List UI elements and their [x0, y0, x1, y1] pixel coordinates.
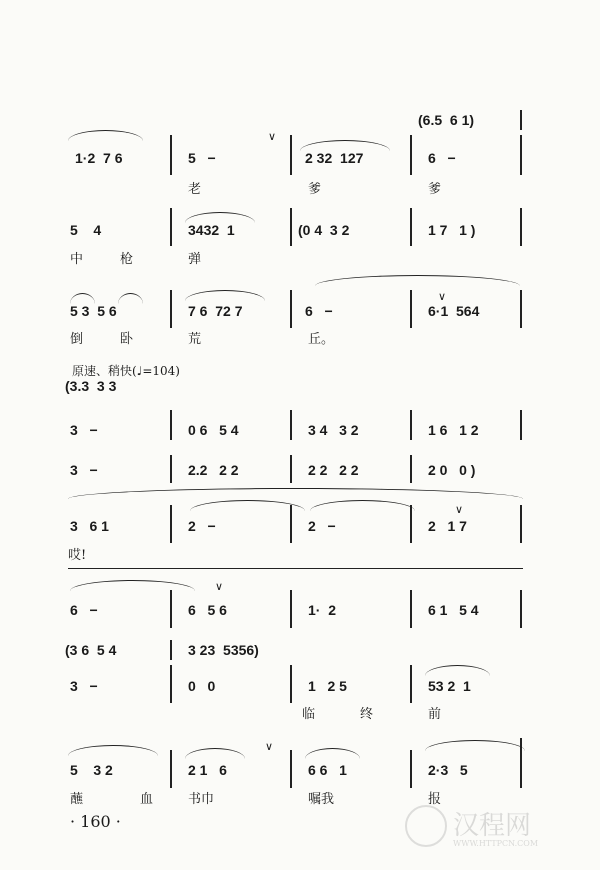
row1-m2: 5 − — [188, 150, 216, 166]
watermark-text: 汉程网 — [453, 811, 532, 841]
slur — [118, 293, 143, 304]
watermark-url: WWW.HTTPCN.COM — [453, 839, 539, 848]
barline — [290, 290, 292, 328]
row8-m3: 1 2 5 — [308, 678, 347, 694]
barline — [290, 135, 292, 175]
slur — [68, 745, 158, 756]
row3-m1: 5 3 5 6 — [70, 303, 117, 319]
barline — [170, 208, 172, 246]
breath-mark: ∨ — [215, 581, 224, 593]
slur — [305, 748, 360, 759]
barline — [520, 738, 522, 788]
row1-prefix: (6.5 6 1) — [418, 112, 475, 128]
row7-m1: 6 − — [70, 602, 98, 618]
lyric: 枪 — [120, 252, 134, 267]
row6-m2: 2 − — [188, 518, 216, 534]
slur — [185, 748, 245, 759]
barline — [170, 410, 172, 440]
row4-prefix: (3.3 3 3 — [65, 378, 117, 394]
row2-m1: 5 4 — [70, 222, 102, 238]
row6-m3: 2 − — [308, 518, 336, 534]
barline — [520, 208, 522, 246]
slur — [68, 488, 523, 499]
row2-m2: 3432 1 — [188, 222, 235, 238]
barline — [170, 505, 172, 543]
row1-m1: 1·2 7 6 — [75, 150, 123, 166]
lyric: 前 — [428, 707, 442, 722]
breath-mark: ∨ — [438, 291, 447, 303]
row9-m1: 5 3 2 — [70, 762, 113, 778]
lyric: 临 — [302, 707, 316, 722]
slur — [70, 580, 195, 591]
row8-m1: 3 − — [70, 678, 98, 694]
barline — [520, 110, 522, 130]
row2-m3: (0 4 3 2 — [298, 222, 350, 238]
slur — [190, 500, 305, 511]
lyric: 终 — [360, 707, 374, 722]
slur — [185, 290, 265, 301]
lyric: 血 — [140, 792, 154, 807]
row5-m2: 2.2 2 2 — [188, 462, 239, 478]
row4-m3: 3 4 3 2 — [308, 422, 359, 438]
barline — [290, 208, 292, 246]
barline — [410, 208, 412, 246]
row2-m4: 1 7 1 ) — [428, 222, 476, 238]
lyric: 中 — [70, 252, 84, 267]
row7-m2: 6 5 6 — [188, 602, 227, 618]
lyric: 嘱我 — [308, 792, 335, 807]
barline — [410, 410, 412, 440]
watermark-icon — [405, 805, 447, 847]
row5-m1: 3 − — [70, 462, 98, 478]
barline — [170, 750, 172, 788]
barline — [170, 455, 172, 483]
row8-prefix: (3 6 5 4 — [65, 642, 117, 658]
barline — [290, 665, 292, 703]
row5-m4: 2 0 0 ) — [428, 462, 476, 478]
barline — [520, 410, 522, 440]
row4-m1: 3 − — [70, 422, 98, 438]
barline — [410, 750, 412, 788]
barline — [290, 505, 292, 543]
row3-m2: 7 6 72 7 — [188, 303, 243, 319]
slur — [315, 275, 520, 286]
lyric: 弹 — [188, 252, 202, 267]
lyric: 老 — [188, 182, 202, 197]
barline — [410, 290, 412, 328]
lyric: 爹 — [308, 182, 322, 197]
barline — [520, 590, 522, 628]
barline — [170, 590, 172, 628]
barline — [520, 505, 522, 543]
row1-m4: 6 − — [428, 150, 456, 166]
barline — [170, 135, 172, 175]
slur — [425, 665, 490, 676]
row9-m2: 2 1 6 — [188, 762, 227, 778]
lyric: 报 — [428, 792, 442, 807]
barline — [290, 750, 292, 788]
barline — [170, 665, 172, 703]
watermark-logo — [405, 805, 585, 855]
slur — [310, 500, 415, 511]
row6-m4: 2 1 7 — [428, 518, 467, 534]
lyric: 哎! — [68, 548, 87, 563]
row1-m3: 2 32 127 — [305, 150, 364, 166]
lyric: 书巾 — [188, 792, 215, 807]
barline — [170, 290, 172, 328]
page-number: · 160 · — [70, 812, 121, 831]
breath-mark: ∨ — [268, 131, 277, 143]
barline — [290, 590, 292, 628]
row9-m4: 2·3 5 — [428, 762, 468, 778]
lyric: 卧 — [120, 332, 134, 347]
row6-m1: 3 6 1 — [70, 518, 109, 534]
barline — [290, 410, 292, 440]
slur — [68, 130, 143, 141]
barline — [410, 590, 412, 628]
lyric: 丘。 — [308, 332, 335, 347]
lyric: 倒 — [70, 332, 84, 347]
row5-m3: 2 2 2 2 — [308, 462, 359, 478]
row9-m3: 6 6 1 — [308, 762, 347, 778]
barline — [410, 455, 412, 483]
row4-m4: 1 6 1 2 — [428, 422, 479, 438]
row8-m2: 0 0 — [188, 678, 216, 694]
row8-prefix2: 3 23 5356) — [188, 642, 259, 658]
barline — [520, 135, 522, 175]
barline — [410, 665, 412, 703]
barline — [410, 135, 412, 175]
lyric: 荒 — [188, 332, 202, 347]
breath-mark: ∨ — [265, 741, 274, 753]
row3-m3: 6 − — [305, 303, 333, 319]
breath-mark: ∨ — [455, 504, 464, 516]
lyric: 爹 — [428, 182, 442, 197]
barline — [290, 455, 292, 483]
row3-m4: 6·1 564 — [428, 303, 480, 319]
row4-m2: 0 6 5 4 — [188, 422, 239, 438]
barline — [170, 640, 172, 660]
row7-m3: 1· 2 — [308, 602, 337, 618]
row7-m4: 6 1 5 4 — [428, 602, 479, 618]
barline — [520, 290, 522, 328]
barline — [410, 505, 412, 543]
lyric: 蘸 — [70, 792, 84, 807]
slur — [425, 740, 525, 751]
tie-line — [68, 568, 523, 569]
tempo-marking: 原速、稍快(♩=104) — [72, 364, 180, 378]
row8-m4: 53 2 1 — [428, 678, 471, 694]
